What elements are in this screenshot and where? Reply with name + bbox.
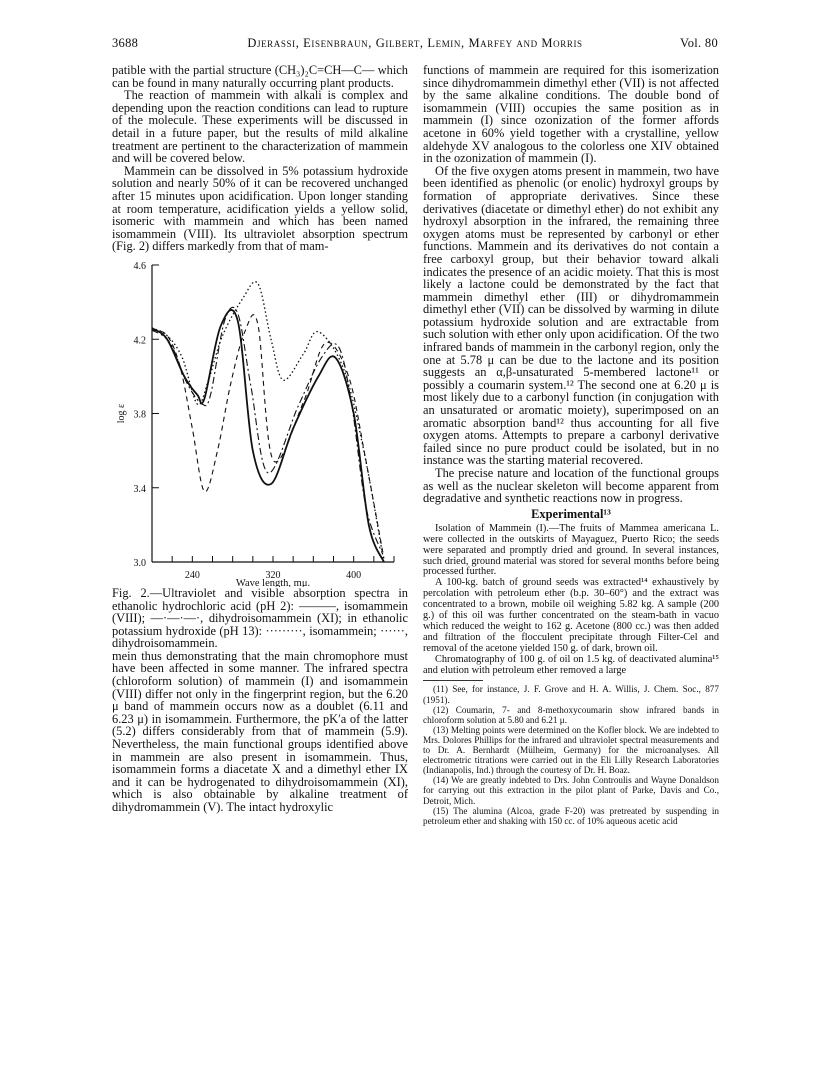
- section-heading-experimental: Experimental¹³: [531, 506, 611, 521]
- paragraph-alkali: The reaction of mammein with alkali is complex and depending upon the reaction conditions can lead to rupture of the molecule. These experiments will be discussed in detail in a future paper, but the results of mild alkaline treatment are pertinent to the characterization of mammein and will be covered below.: [112, 88, 408, 166]
- spectrum-curve-dotted: [152, 282, 384, 562]
- figure-caption: Fig. 2.—Ultraviolet and visible absorption spectra in ethanolic hydrochloric acid (pH 2): ———, isomammein (VIII); —·—·—·, dihydroisomammein (XI); in ethanolic potassium hydroxide (pH 13): ·········, isomammein; ······, dihydroisomammein.: [112, 585, 408, 651]
- y-tick-label: 3.4: [133, 483, 146, 495]
- footnote-12: (12) Coumarin, 7- and 8-methoxycoumarin show infrared bands in chloroform solution at 5.80 and 6.21 μ.: [423, 704, 719, 725]
- paragraph-continuation: patible with the partial structure (CH₃)₂C=CH—C— which can be found in many naturally occurring plant products.: [112, 63, 408, 90]
- y-axis-label: log ε: [116, 403, 127, 424]
- paragraph-functions: functions of mammein are required for this isomerization since dihydromammein dimethyl ether (VII) is not affected by the same alkaline conditions. The double bond of isomammein (VIII) occupies the same position as in mammein (I) since ozonization of the former affords acetone in 60% yield together with a crystalline, yellow aldehyde XV analogous to the colorless one XIV obtained in the ozonization of mammein (I).: [423, 63, 719, 166]
- x-axis-label: Wave length, mμ.: [235, 577, 311, 587]
- left-column: [112, 64, 408, 814]
- footnote-15: (15) The alumina (Alcoa, grade F-20) was pretreated by suspending in petroleum ether and shaking with 150 cc. of 10% aqueous acetic acid: [423, 805, 719, 826]
- volume-label: Vol. 80: [680, 36, 718, 50]
- uv-spectrum-chart: [112, 257, 408, 587]
- figure-2: [112, 257, 408, 587]
- x-tick-label: 400: [346, 569, 362, 581]
- running-authors: Djerassi, Eisenbraun, Gilbert, Lemin, Marfey and Morris: [247, 36, 583, 50]
- paragraph-progress: The precise nature and location of the functional groups as well as the nuclear skeleton will become apparent from degradative and synthetic reactions now in progress.: [423, 466, 719, 506]
- paragraph-chromophore: mein thus demonstrating that the main chromophore must have been affected in some manner. The infrared spectra (chloroform solution) of mammein (I) and isomammein (VIII) differ not only in the fingerprint region, but the 6.20 μ band of mammein occurs now as a doublet (6.11 and 6.23 μ) in isomammein. Furthermore, the pK′a of the latter (5.2) differs considerably from that of mammein (5.9). Nevertheless, the main functional groups identified above in mammein are also present in isomammein. Thus, isomammein forms a diacetate X and a dimethyl ether IX and it can be hydrogenated to dihydroisomammein (XI), which is also obtainable by alkaline treatment of dihydromammein (V). The intact hydroxylic: [112, 648, 408, 814]
- running-header: [112, 36, 718, 54]
- footnote-rule: [423, 680, 483, 681]
- right-column: [423, 64, 719, 826]
- page-number: 3688: [112, 36, 139, 50]
- footnote-11: (11) See, for instance, J. F. Grove and H. A. Willis, J. Chem. Soc., 877 (1951).: [423, 684, 719, 705]
- y-tick-label: 3.0: [133, 557, 146, 569]
- x-tick-label: 240: [184, 569, 200, 581]
- footnote-13: (13) Melting points were determined on the Kofler block. We are indebted to Mrs. Dolores Phillips for the infrared and ultraviolet spectral measurements and to Dr. A. Bernhardt (Mülheim, Germany) for the microanalyses. All electrometric titrations were carried out in the Eli Lilly Research Laboratories (Indianapolis, Ind.) through the courtesy of Dr. H. Boaz.: [423, 724, 719, 776]
- paragraph-oxygen: Of the five oxygen atoms present in mammein, two have been identified as phenolic (or enolic) hydroxyl groups by formation of appropriate derivatives. Since these derivatives (diacetate or dimethyl ether) do not exhibit any hydroxyl absorption in the infrared, the remaining three oxygen atoms must be represented by carbonyl or ether functions. Mammein and its derivatives do not contain a free carboxyl group, but their behavior toward alkali indicates the presence of an acidic moiety. That this is most likely a lactone could be demonstrated by the fact that mammein dimethyl ether (III) or dihydromammein dimethyl ether (VII) can be dissolved by warming in dilute potassium hydroxide solution and are extractable from such solution with ether only upon acidification. Of the two infrared bands of mammein in the carbonyl region, only the one at 5.78 μ can be due to the lactone and its position suggests an α,β-unsaturated 5-membered lactone¹¹ or possibly a coumarin system.¹² The second one at 6.20 μ is most likely due to a carbonyl function (in conjugation with an unsaturated or aromatic moiety), superimposed on an aromatic absorption band¹² thus accounting for all five oxygen atoms. Attempts to prepare a carbonyl derivative failed since no pure product could be isolated, but in no instance was the starting material recovered.: [423, 163, 719, 468]
- footnote-14: (14) We are greatly indebted to Drs. John Controulis and Wayne Donaldson for carrying out this extraction in the pilot plant of Parke, Davis and Co., Detroit, Mich.: [423, 775, 719, 806]
- experimental-extraction: A 100-kg. batch of ground seeds was extracted¹⁴ exhaustively by percolation with petroleum ether (b.p. 30–60°) and the extract was concentrated to a brown, mobile oil weighing 5.82 kg. A sample (200 g.) of this oil was further concentrated on the steam-bath in vacuo which reduced the weight to 162 g. Acetone (800 cc.) was then added and filtration of the flocculent precipitate through Filter-Cel and removal of the acetone yielded 150 g. of dark, brown oil.: [423, 577, 719, 654]
- experimental-chromatography: Chromatography of 100 g. of oil on 1.5 kg. of deactivated alumina¹⁵ and elution with petroleum ether removed a large: [423, 653, 719, 676]
- y-tick-label: 4.2: [133, 335, 146, 347]
- spectrum-curve-dashed: [152, 315, 384, 559]
- y-tick-label: 3.8: [133, 409, 146, 421]
- experimental-isolation: Isolation of Mammein (I).—The fruits of Mammea americana L. were collected in the outskirts of Mayaguez, Puerto Rico; the seeds were separated and promptly dried and ground. In several instances, such dried, ground material was stored for several months before being processed further.: [423, 522, 719, 578]
- y-tick-label: 4.6: [133, 260, 146, 272]
- x-tick-label: 320: [265, 569, 281, 581]
- paragraph-isomammein: Mammein can be dissolved in 5% potassium hydroxide solution and nearly 50% of it can be recovered unchanged after 15 minutes upon acidification. Upon longer standing at room temperature, acidification yields a yellow solid, isomeric with mammein and which has been named isomammein (VIII). Its ultraviolet absorption spectrum (Fig. 2) differs markedly from that of mam-: [112, 163, 408, 254]
